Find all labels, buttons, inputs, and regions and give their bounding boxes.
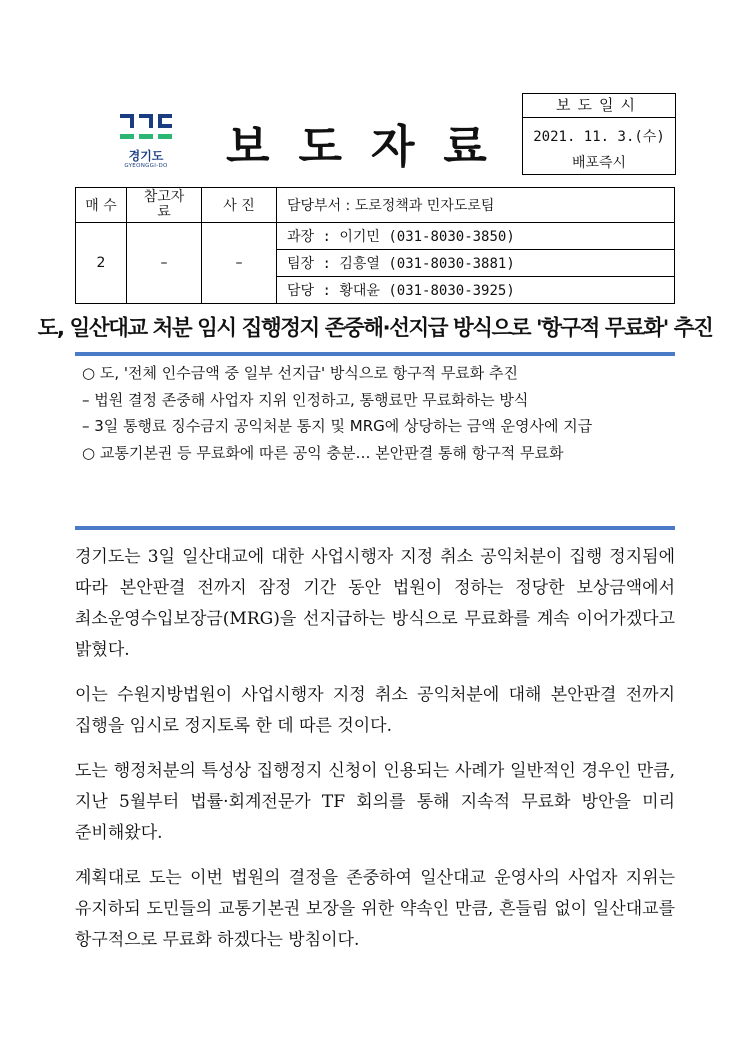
logo-name: 경기도 [128,149,164,163]
release-box [522,93,676,175]
department: 담당부서 : 도로정책과 민자도로팀 [277,188,675,223]
contact-table [75,187,675,304]
summary-item: – 법원 결정 존중해 사업자 지위 인정하고, 통행료만 무료화하는 방식 [82,390,529,409]
body-paragraph: 경기도는 3일 일산대교에 대한 사업시행자 지정 취소 공익처분이 집행 정지됨에 따라 본안판결 전까지 잠정 기간 동안 법원이 정하는 정당한 보상금액에서 최소운영수입보장금(MRG)을 선지급하는 방식으로 무료화를 계속 이어가겠다고 밝혔다. [75,547,675,660]
photo-header: 사 진 [202,188,277,223]
article-body [75,542,675,970]
ref-value: – [127,223,202,304]
count-value: 2 [76,223,127,304]
summary-item: ○ 교통기본권 등 무료화에 따른 공익 충분… 본안판결 통해 항구적 무료화 [82,443,564,462]
headline: 도, 일산대교 처분 임시 집행정지 존중해·선지급 방식으로 '항구적 무료화' 추진 [37,316,713,341]
contact-manager: 과장 : 이기민 (031-8030-3850) [277,223,675,250]
release-date: 2021. 11. 3.(수) [533,129,665,145]
contact-team-leader: 팀장 : 김흥열 (031-8030-3881) [277,250,675,277]
summary-item: – 3일 통행료 징수금지 공익처분 통지 및 MRG에 상당하는 금액 운영사에 지급 [82,417,593,436]
page-title: 보도자료 [226,120,516,173]
logo-sub: GYEONGGI-DO [124,163,168,169]
count-header: 매 수 [76,188,127,223]
photo-value: – [202,223,277,304]
summary-bottom-rule [75,526,675,530]
summary-top-rule [75,352,675,356]
gyeonggi-logo [118,112,174,174]
summary-item: ○ 도, '전체 인수금액 중 일부 선지급' 방식으로 항구적 무료화 추진 [82,364,519,382]
body-paragraph: 이는 수원지방법원이 사업시행자 지정 취소 공익처분에 대해 본안판결 전까지 집행을 임시로 정지토록 한 데 따른 것이다. [75,685,675,736]
release-label: 보도일시 [523,94,675,118]
release-timing: 배포즉시 [571,155,627,171]
body-paragraph: 계획대로 도는 이번 법원의 결정을 존중하여 일산대교 운영사의 사업자 지위는 유지하되 도민들의 교통기본권 보장을 위한 약속인 만큼, 흔들림 없이 일산대교를 항구적으로 무료화 하겠다는 방침이다. [75,868,675,950]
body-paragraph: 도는 행정처분의 특성상 집행정지 신청이 인용되는 사례가 일반적인 경우인 만큼, 지난 5월부터 법률·회계전문가 TF 회의를 통해 지속적 무료화 방안을 미리 준비해왔다. [75,761,675,843]
gyeonggi-logo-icon [118,112,174,148]
summary [82,360,672,466]
contact-officer: 담당 : 황대윤 (031-8030-3925) [277,277,675,304]
ref-header: 참고자료 [127,188,202,223]
